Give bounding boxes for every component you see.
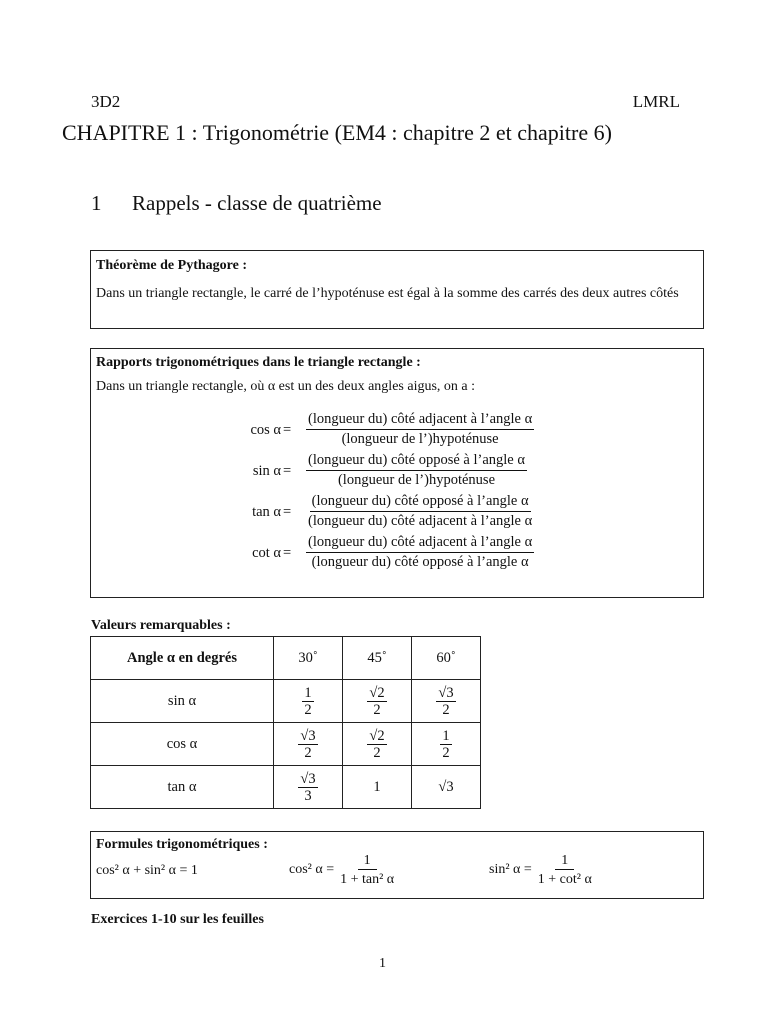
eq-numerator: (longueur du) côté opposé à l’angle α [310,493,531,512]
table-row [91,766,481,809]
eq-sign: = [283,422,292,438]
eq-denominator: (longueur du) côté opposé à l’angle α [311,554,529,570]
equation-cot [91,534,703,574]
row-label: cos α [91,723,274,766]
table-cell: $\frac{√3}{2}$ [274,723,343,766]
table-row [91,680,481,723]
eq-denominator: (longueur de l’)hypoténuse [341,431,499,447]
eq-numerator: (longueur du) côté adjacent à l’angle α [306,534,534,553]
eq-fraction [306,534,534,571]
formula-denominator: 1 + cot² α [537,872,592,887]
valeurs-title: Valeurs remarquables : [91,618,231,633]
page-number: 1 [379,956,386,971]
table-cell: $\frac{1}{2}$ [274,680,343,723]
eq-numerator: (longueur du) côté opposé à l’angle α [306,452,527,471]
equation-sin [91,452,703,492]
equations-block [91,411,703,583]
row-label: tan α [91,766,274,809]
exercices-note: Exercices 1-10 sur les feuilles [91,912,264,927]
formula-lhs: cos² α = [289,862,335,877]
table-header-label: Angle α en degrés [91,637,274,680]
pythagore-title: Théorème de Pythagore : [96,258,247,273]
section-number: 1 [91,191,102,215]
formula-cos-squared [289,852,396,888]
pythagore-box [90,250,704,329]
table-header-angle: 30˚ [274,637,343,680]
formula-numerator: 1 [358,852,377,870]
eq-fraction [306,452,527,489]
table-cell: $\frac{√2}{2}$ [343,723,412,766]
eq-lhs: tan α [252,504,281,520]
formules-title: Formules trigonométriques : [96,837,268,852]
section-heading [91,191,382,216]
eq-fraction [306,411,534,448]
table-header-row [91,637,481,680]
formula-numerator: 1 [555,852,574,870]
table-cell: √3 [412,766,481,809]
eq-sign: = [283,504,292,520]
formula-lhs: sin² α = [489,862,532,877]
eq-numerator: (longueur du) côté adjacent à l’angle α [306,411,534,430]
section-title: Rappels - classe de quatrième [132,191,382,215]
table-header-angle: 45˚ [343,637,412,680]
eq-lhs: cot α [252,545,281,561]
table-row [91,723,481,766]
eq-lhs: cos α [250,422,281,438]
eq-denominator: (longueur de l’)hypoténuse [337,472,496,488]
table-cell: $\frac{√3}{2}$ [412,680,481,723]
eq-sign: = [283,545,292,561]
formula-pythagorean-identity: cos² α + sin² α = 1 [96,863,198,878]
formula-denominator: 1 + tan² α [340,872,395,887]
formula-fraction [536,852,594,888]
pythagore-text: Dans un triangle rectangle, le carré de l’hypoténuse est égal à la somme des carrés des deux autres côtés [96,286,679,301]
rapports-box [90,348,704,598]
eq-lhs: sin α [252,463,281,479]
formula-sin-squared [489,852,594,888]
table-cell: $\frac{1}{2}$ [412,723,481,766]
rapports-intro: Dans un triangle rectangle, où α est un des deux angles aigus, on a : [96,379,476,394]
table-cell: $\frac{√3}{3}$ [274,766,343,809]
eq-sign: = [283,463,292,479]
formules-box [90,831,704,899]
school-code: LMRL [632,92,680,111]
table-cell: $\frac{√2}{2}$ [343,680,412,723]
valeurs-table [90,636,481,809]
row-label: sin α [91,680,274,723]
table-cell: 1 [343,766,412,809]
equation-tan [91,493,703,533]
formula-fraction [338,852,396,888]
table-header-angle: 60˚ [412,637,481,680]
class-code: 3D2 [91,92,121,111]
rapports-title: Rapports trigonométriques dans le triangle rectangle : [96,355,421,370]
chapter-title: CHAPITRE 1 : Trigonométrie (EM4 : chapitre 2 et chapitre 6) [62,120,612,145]
eq-fraction [306,493,534,530]
eq-denominator: (longueur du) côté adjacent à l’angle α [308,513,533,529]
equation-cos [91,411,703,451]
